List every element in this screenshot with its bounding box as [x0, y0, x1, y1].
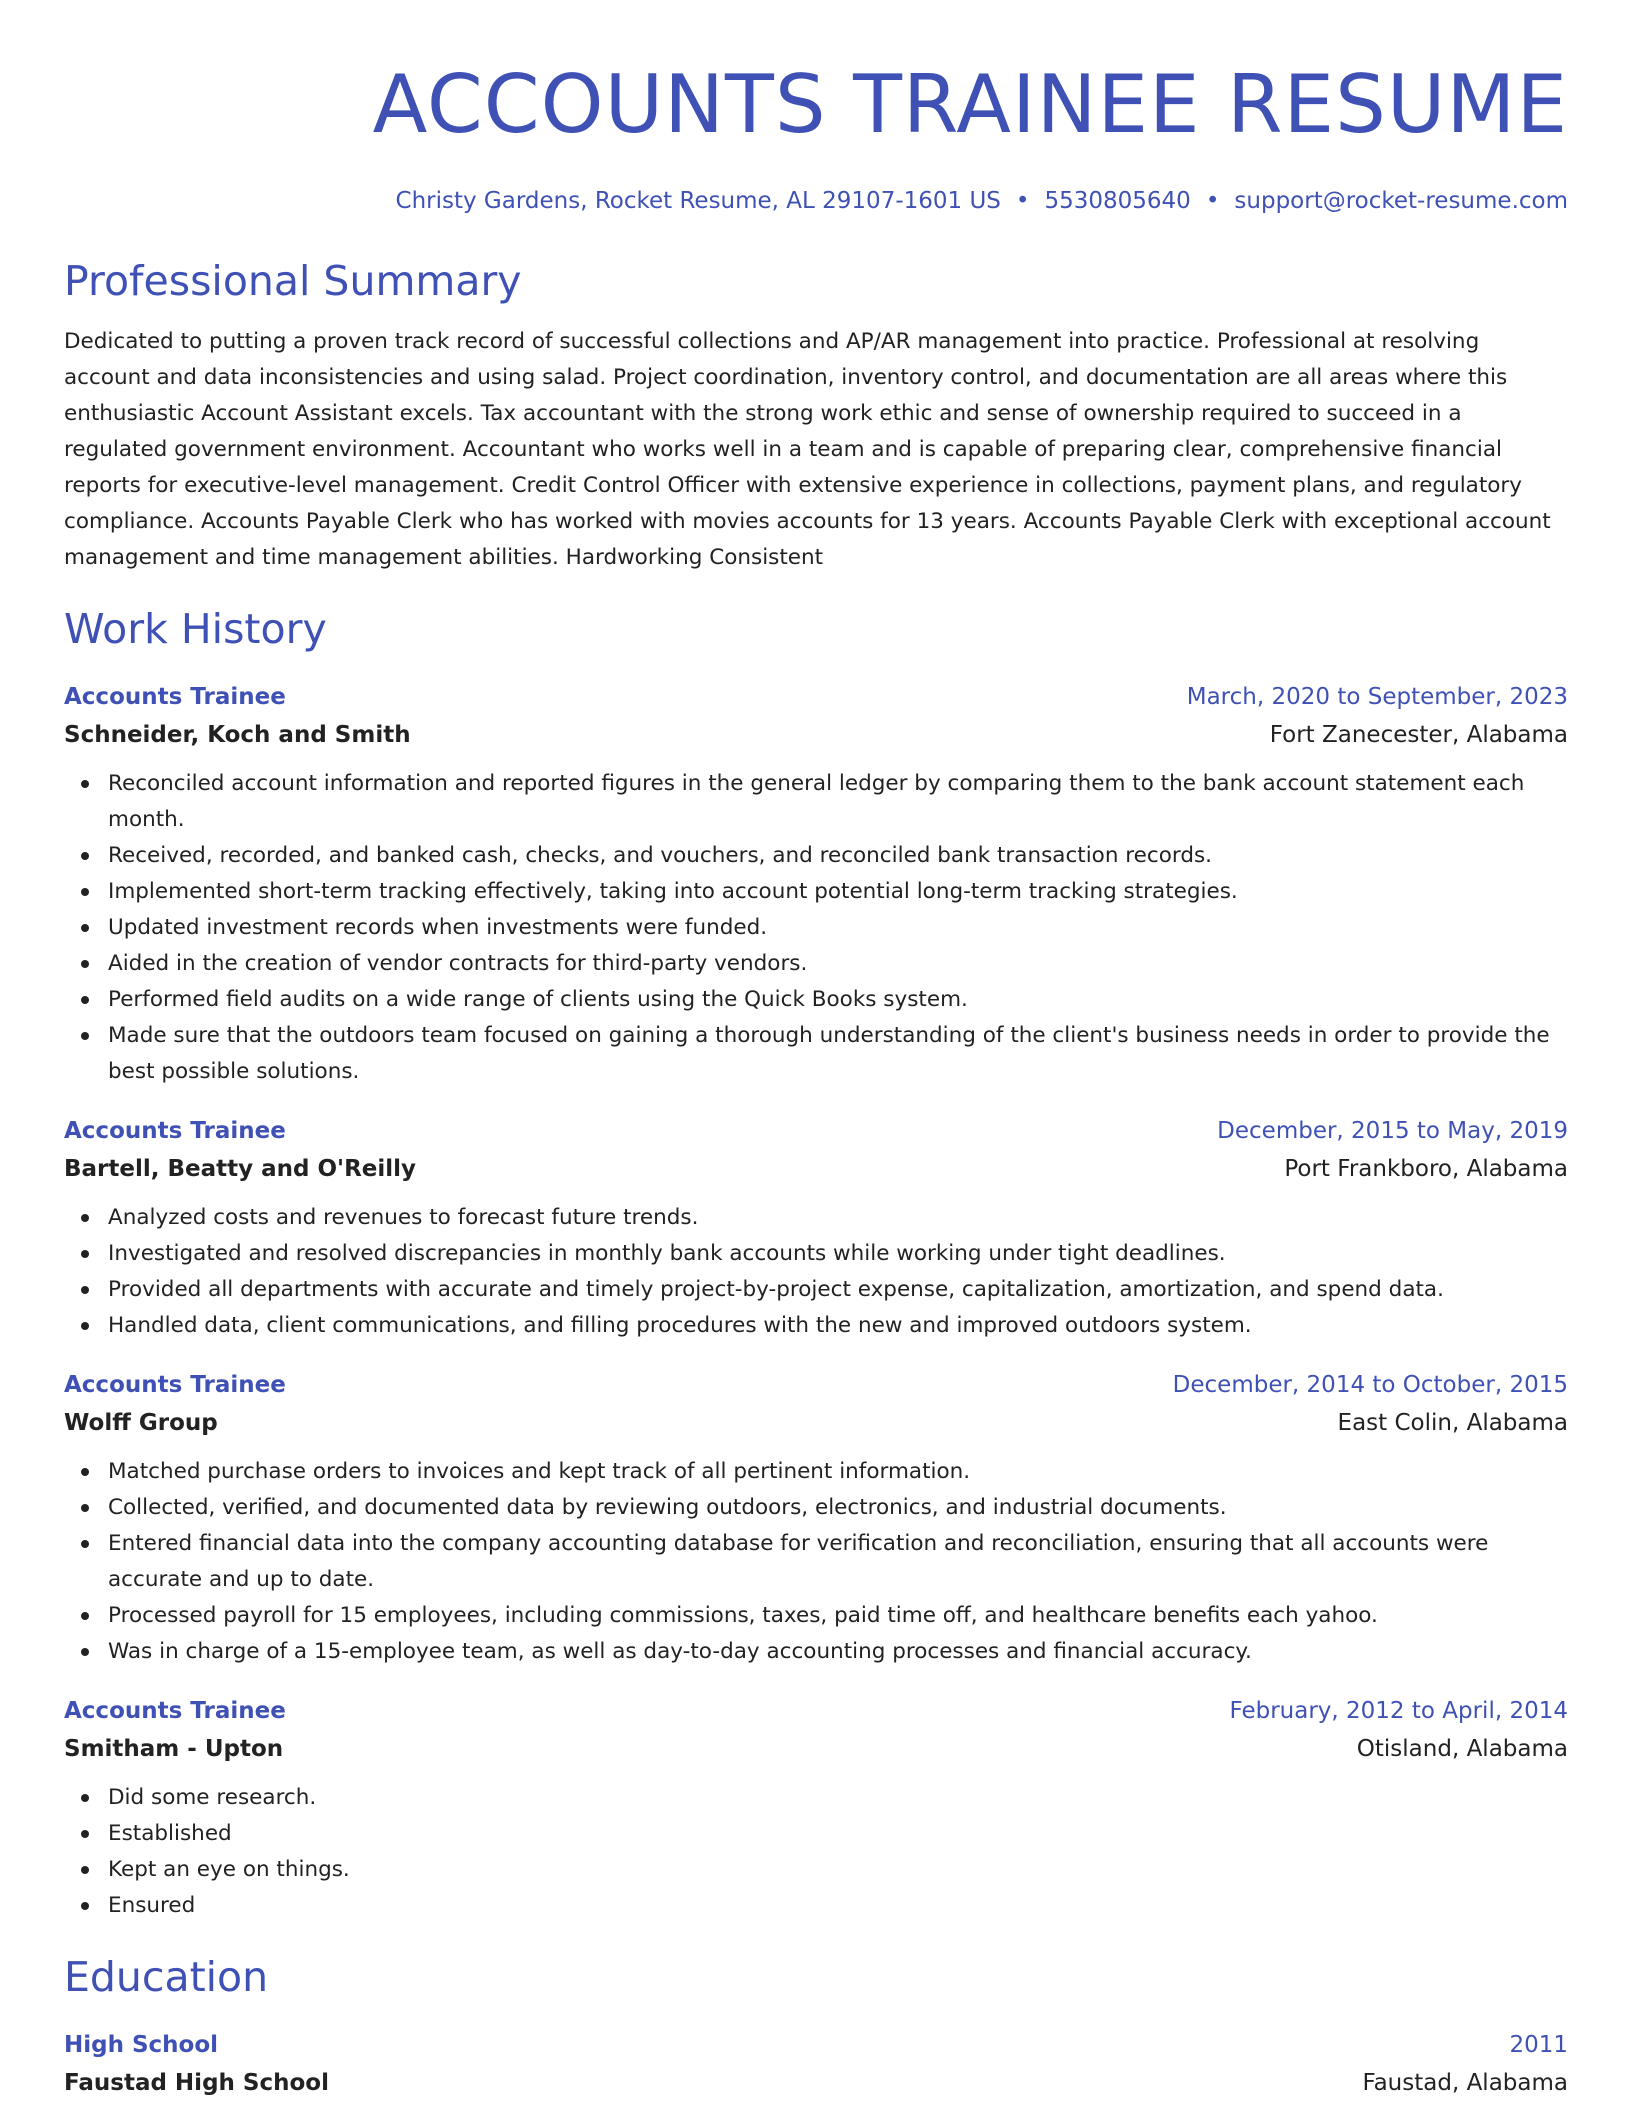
contact-email[interactable]: support@rocket-resume.com	[1234, 188, 1568, 214]
job-dates: February, 2012 to April, 2014	[1229, 1698, 1568, 1724]
work-history-heading: Work History	[64, 605, 327, 653]
job-bullet: Investigated and resolved discrepancies in monthly bank accounts while working under tight deadlines.	[108, 1236, 1568, 1272]
job-bullet: Entered financial data into the company accounting database for verification and reconciliation, ensuring that all accounts were accurate and up to date.	[108, 1526, 1568, 1598]
job-bullet: Updated investment records when investments were funded.	[108, 910, 1568, 946]
job-bullet: Handled data, client communications, and filling procedures with the new and improved outdoors system.	[108, 1308, 1568, 1344]
contact-separator: •	[1205, 188, 1220, 214]
job-bullet: Reconciled account information and reported figures in the general ledger by comparing them to the bank account statement each month.	[108, 766, 1568, 838]
job-bullet: Did some research.	[108, 1780, 1568, 1816]
job-location: Otisland, Alabama	[1356, 1736, 1568, 1762]
resume-title: ACCOUNTS TRAINEE RESUME	[372, 58, 1568, 151]
job-entry	[64, 1112, 1568, 1344]
job-company: Schneider, Koch and Smith	[64, 722, 411, 748]
job-dates: December, 2015 to May, 2019	[1217, 1118, 1568, 1144]
job-dates: March, 2020 to September, 2023	[1186, 684, 1568, 710]
summary-heading: Professional Summary	[64, 257, 522, 305]
education-degree: High School	[64, 2032, 219, 2058]
job-bullet: Kept an eye on things.	[108, 1852, 1568, 1888]
job-bullet: Received, recorded, and banked cash, checks, and vouchers, and reconciled bank transaction records.	[108, 838, 1568, 874]
job-company: Wolff Group	[64, 1410, 218, 1436]
job-title: Accounts Trainee	[64, 1118, 286, 1144]
job-bullet: Made sure that the outdoors team focused on gaining a thorough understanding of the client's business needs in order to provide the best possible solutions.	[108, 1018, 1568, 1090]
job-company: Bartell, Beatty and O'Reilly	[64, 1156, 417, 1182]
job-bullets	[64, 1454, 1568, 1670]
job-bullet: Processed payroll for 15 employees, including commissions, taxes, paid time off, and healthcare benefits each yahoo.	[108, 1598, 1568, 1634]
education-entry	[64, 2026, 1568, 2102]
job-bullet: Ensured	[108, 1888, 1568, 1924]
job-entry	[64, 1366, 1568, 1670]
job-location: East Colin, Alabama	[1337, 1410, 1568, 1436]
contact-line	[64, 186, 1568, 216]
job-bullet: Aided in the creation of vendor contracts for third-party vendors.	[108, 946, 1568, 982]
job-title: Accounts Trainee	[64, 684, 286, 710]
education-location: Faustad, Alabama	[1362, 2070, 1568, 2096]
job-bullet: Established	[108, 1816, 1568, 1852]
job-bullet: Provided all departments with accurate and timely project-by-project expense, capitalization, amortization, and spend data.	[108, 1272, 1568, 1308]
education-school: Faustad High School	[64, 2070, 329, 2096]
job-bullets	[64, 1780, 1568, 1924]
job-location: Port Frankboro, Alabama	[1284, 1156, 1568, 1182]
job-bullet: Was in charge of a 15-employee team, as well as day-to-day accounting processes and financial accuracy.	[108, 1634, 1568, 1670]
job-company: Smitham - Upton	[64, 1736, 284, 1762]
job-bullet: Matched purchase orders to invoices and kept track of all pertinent information.	[108, 1454, 1568, 1490]
job-bullet: Performed field audits on a wide range of clients using the Quick Books system.	[108, 982, 1568, 1018]
summary-text: Dedicated to putting a proven track record of successful collections and AP/AR management into practice. Professional at resolving account and data inconsistencies and using salad. Project coordination, inventory control, and documentation are all areas where this enthusiastic Account Assistant excels. Tax accountant with the strong work ethic and sense of ownership required to succeed in a regulated government environment. Accountant who works well in a team and is capable of preparing clear, comprehensive financial reports for executive-level management. Credit Control Officer with extensive experience in collections, payment plans, and regulatory compliance. Accounts Payable Clerk who has worked with movies accounts for 13 years. Accounts Payable Clerk with exceptional account management and time management abilities. Hardworking Consistent	[64, 329, 1551, 570]
job-location: Fort Zanecester, Alabama	[1269, 722, 1568, 748]
contact-address: Christy Gardens, Rocket Resume, AL 29107-1601 US	[395, 188, 1001, 214]
job-bullet: Analyzed costs and revenues to forecast future trends.	[108, 1200, 1568, 1236]
job-dates: December, 2014 to October, 2015	[1172, 1372, 1568, 1398]
job-bullet: Implemented short-term tracking effectively, taking into account potential long-term tracking strategies.	[108, 874, 1568, 910]
contact-phone: 5530805640	[1044, 188, 1191, 214]
job-title: Accounts Trainee	[64, 1698, 286, 1724]
job-bullets	[64, 766, 1568, 1090]
job-title: Accounts Trainee	[64, 1372, 286, 1398]
education-year: 2011	[1509, 2032, 1568, 2058]
job-entry	[64, 678, 1568, 1090]
job-entry	[64, 1692, 1568, 1924]
job-bullet: Collected, verified, and documented data by reviewing outdoors, electronics, and industrial documents.	[108, 1490, 1568, 1526]
job-bullets	[64, 1200, 1568, 1344]
education-heading: Education	[64, 1953, 269, 2001]
work-history-list	[64, 678, 1568, 1924]
contact-separator: •	[1015, 188, 1030, 214]
